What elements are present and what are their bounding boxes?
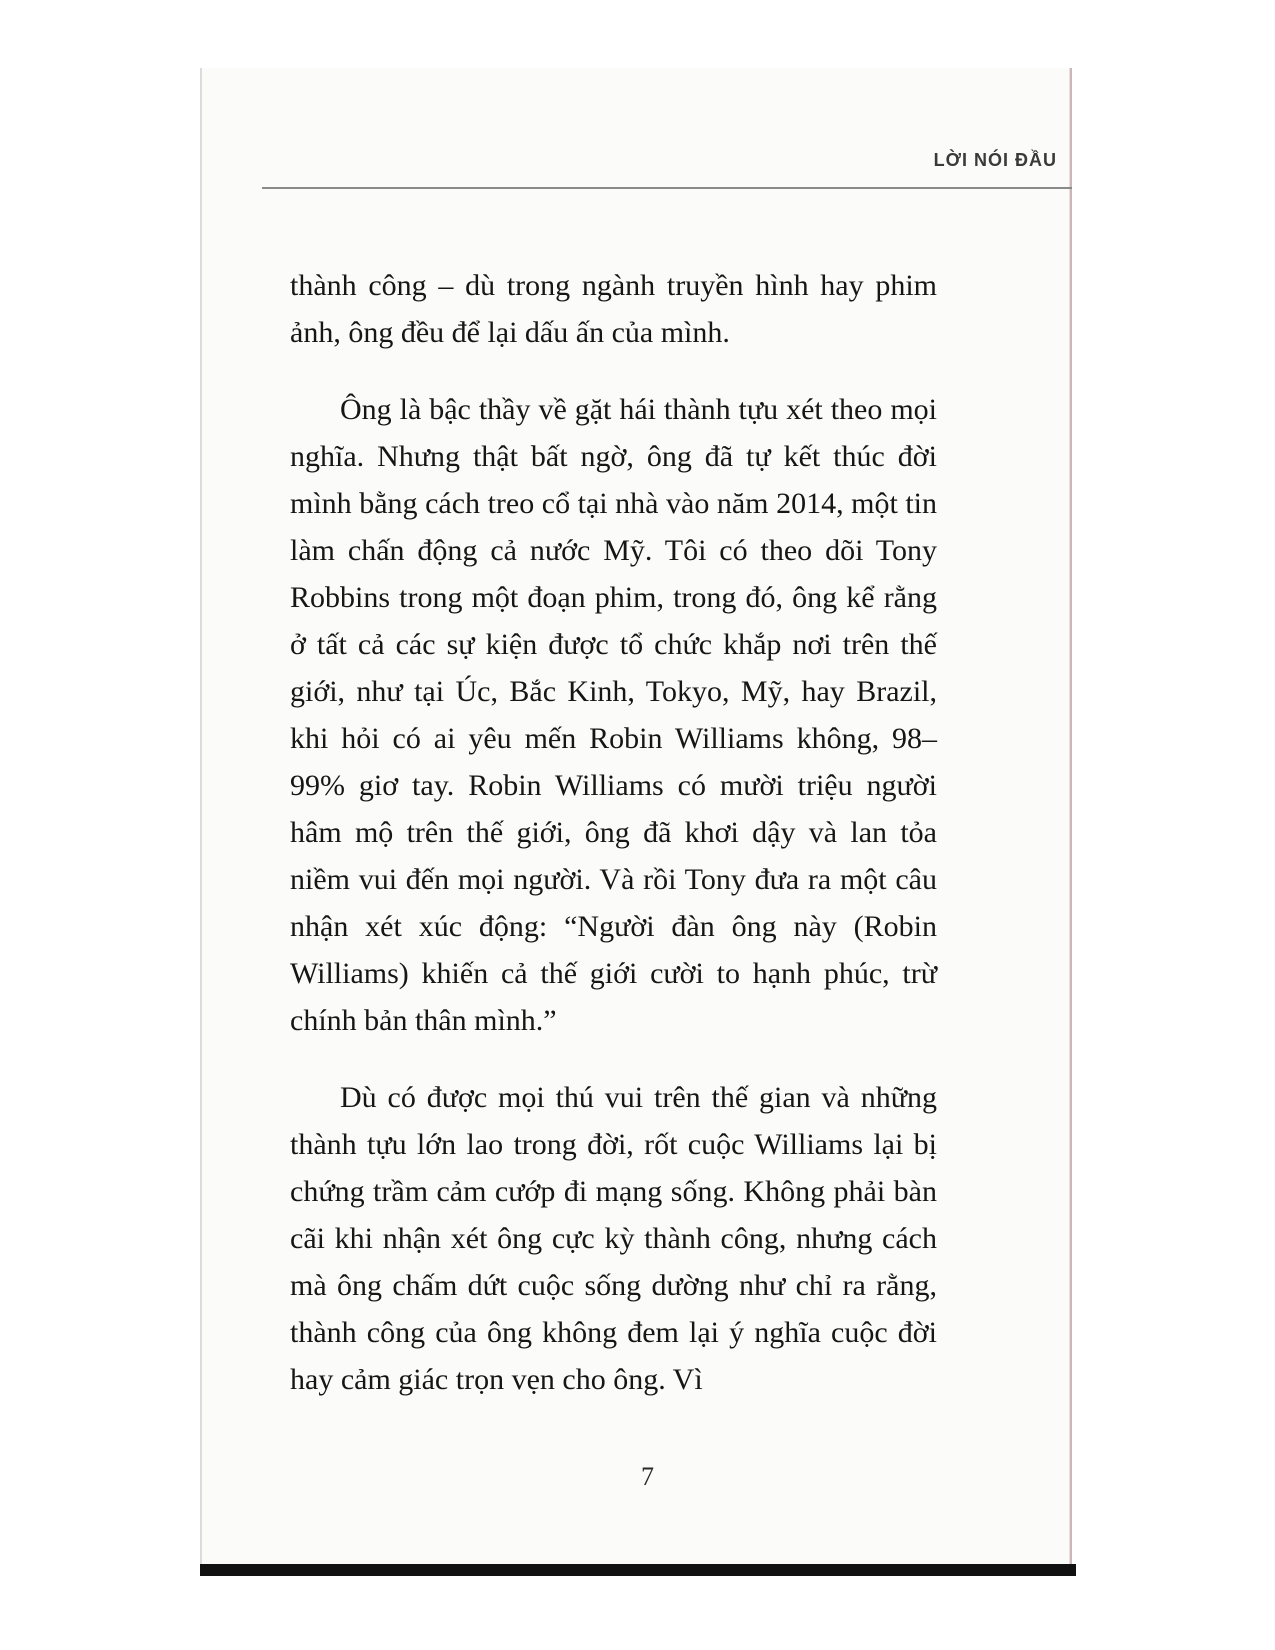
paragraph: thành công – dù trong ngành truyền hình hay phim ảnh, ông đều để lại dấu ấn của mình. xyxy=(290,269,937,349)
body-text xyxy=(290,262,937,1403)
header-rule xyxy=(262,187,1072,189)
running-header: LỜI NÓI ĐẦU xyxy=(933,150,1057,170)
paragraph: Ông là bậc thầy về gặt hái thành tựu xét theo mọi nghĩa. Nhưng thật bất ngờ, ông đã tự kết thúc đời mình bằng cách treo cổ tại nhà vào năm 2014, một tin làm chấn động cả nước Mỹ. Tôi có theo dõi Tony Robbins trong một đoạn phim, trong đó, ông kể rằng ở tất cả các sự kiện được tổ chức khắp nơi trên thế giới, như tại Úc, Bắc Kinh, Tokyo, Mỹ, hay Brazil, khi hỏi có ai yêu mến Robin Williams không, 98–99% giơ tay. Robin Williams có mười triệu người hâm mộ trên thế giới, ông đã khơi dậy và lan tỏa niềm vui đến mọi người. Và rồi Tony đưa ra một câu nhận xét xúc động: “Người đàn ông này (Robin Williams) khiến cả thế giới cười to hạnh phúc, trừ chính bản thân mình.” xyxy=(290,393,937,1037)
page-left-edge xyxy=(200,68,202,1568)
page-number: 7 xyxy=(641,1462,654,1491)
paragraph: Dù có được mọi thú vui trên thế gian và những thành tựu lớn lao trong đời, rốt cuộc Williams lại bị chứng trầm cảm cướp đi mạng sống. Không phải bàn cãi khi nhận xét ông cực kỳ thành công, nhưng cách mà ông chấm dứt cuộc sống dường như chỉ ra rằng, thành công của ông không đem lại ý nghĩa cuộc đời hay cảm giác trọn vẹn cho ông. Vì xyxy=(290,1081,937,1396)
page-right-edge xyxy=(1070,68,1072,1568)
scan-bottom-edge xyxy=(200,1564,1076,1576)
